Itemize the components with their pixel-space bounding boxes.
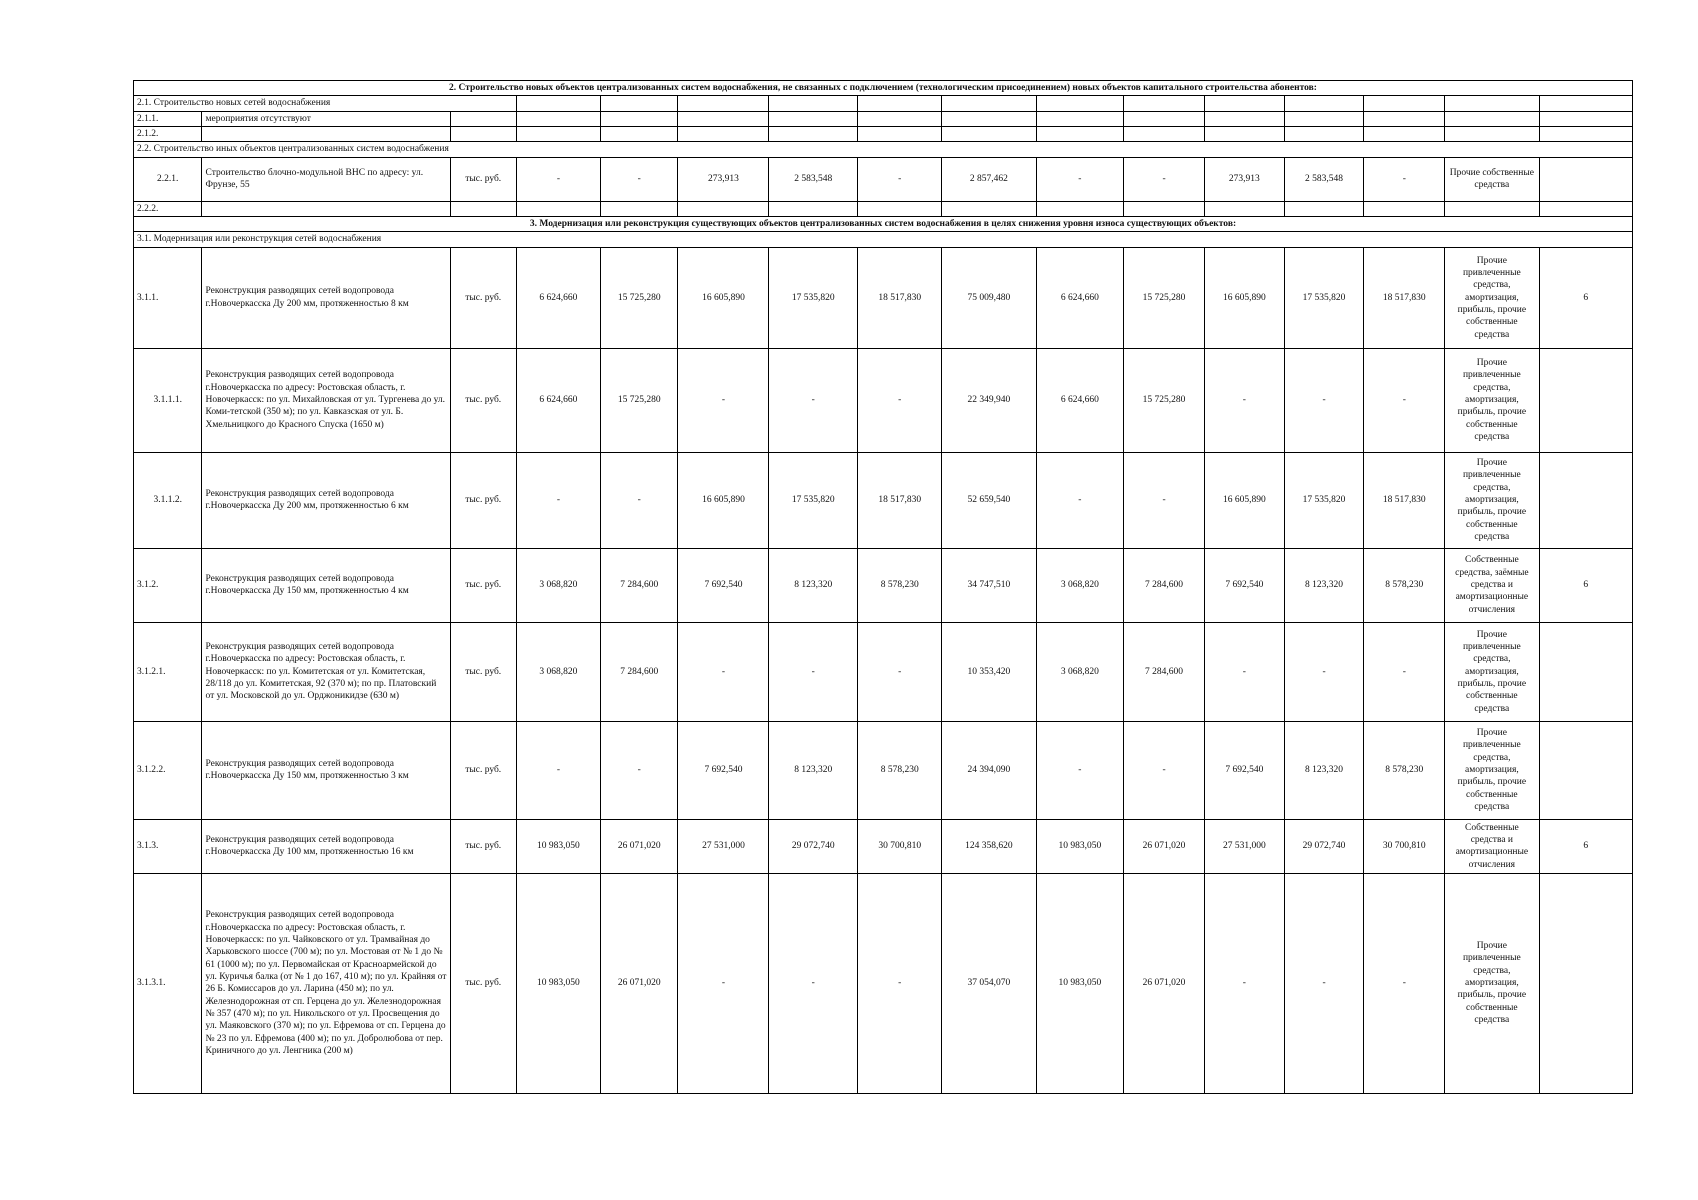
value-cell: 18 517,830 — [858, 247, 942, 348]
funding-source: Прочие привлеченные средства, амортизация, прибыль, прочие собственные средства — [1445, 348, 1539, 452]
value-cell: - — [858, 622, 942, 721]
value-cell: 16 605,890 — [1204, 452, 1284, 548]
value-cell: - — [1036, 157, 1124, 201]
value-cell: 18 517,830 — [858, 452, 942, 548]
value-cell: - — [1036, 721, 1124, 819]
table-row — [134, 873, 1633, 1093]
table-row — [134, 157, 1633, 201]
total-cell: 37 054,070 — [942, 873, 1036, 1093]
value-cell: 26 071,020 — [601, 819, 678, 873]
value-cell: 7 692,540 — [1204, 721, 1284, 819]
subsection-2-1-row — [134, 96, 1633, 111]
value-cell: - — [1284, 873, 1364, 1093]
row-description: Реконструкция разводящих сетей водопровода г.Новочеркасска Ду 100 мм, протяженностью 16 км — [202, 819, 450, 873]
row-code: 3.1.1. — [134, 247, 202, 348]
value-cell: - — [516, 721, 600, 819]
value-cell: 26 071,020 — [1124, 819, 1205, 873]
value-cell: 17 535,820 — [1284, 247, 1364, 348]
row-unit: тыс. руб. — [450, 348, 516, 452]
row-code: 2.1.1. — [134, 111, 202, 126]
value-cell: - — [769, 873, 858, 1093]
section-3-header-row — [134, 217, 1633, 232]
row-description: Реконструкция разводящих сетей водопровода г.Новочеркасска Ду 150 мм, протяженностью 3 км — [202, 721, 450, 819]
last-cell: 6 — [1539, 819, 1633, 873]
row-unit: тыс. руб. — [450, 548, 516, 622]
table-row — [134, 721, 1633, 819]
value-cell: 8 123,320 — [769, 721, 858, 819]
section-2-title: 2. Строительство новых объектов централизованных систем водоснабжения, не связанных с подключением (технологическим присоединением) новых объектов капитального строительства абонентов: — [134, 81, 1633, 96]
row-description: Строительство блочно-модульной ВНС по адресу: ул. Фрунзе, 55 — [202, 157, 450, 201]
table-row — [134, 201, 1633, 216]
value-cell: - — [769, 348, 858, 452]
subsection-2-1-title: 2.1. Строительство новых сетей водоснабжения — [134, 96, 517, 111]
value-cell: - — [1364, 622, 1445, 721]
value-cell: 3 068,820 — [1036, 548, 1124, 622]
value-cell: 7 692,540 — [1204, 548, 1284, 622]
row-code: 3.1.2.1. — [134, 622, 202, 721]
funding-source: Прочие привлеченные средства, амортизация, прибыль, прочие собственные средства — [1445, 873, 1539, 1093]
value-cell: 273,913 — [1204, 157, 1284, 201]
value-cell: 29 072,740 — [769, 819, 858, 873]
row-unit: тыс. руб. — [450, 721, 516, 819]
row-code: 3.1.1.1. — [134, 348, 202, 452]
value-cell: 16 605,890 — [678, 247, 769, 348]
funding-source: Собственные средства, заёмные средства и амортизационные отчисления — [1445, 548, 1539, 622]
value-cell: - — [1364, 873, 1445, 1093]
table-row — [134, 348, 1633, 452]
row-code: 2.2.2. — [134, 201, 202, 216]
value-cell: 8 578,230 — [858, 548, 942, 622]
value-cell: 7 284,600 — [1124, 548, 1205, 622]
value-cell: 15 725,280 — [1124, 247, 1205, 348]
value-cell: 6 624,660 — [1036, 247, 1124, 348]
total-cell: 22 349,940 — [942, 348, 1036, 452]
row-description: Реконструкция разводящих сетей водопровода г.Новочеркасска Ду 200 мм, протяженностью 6 км — [202, 452, 450, 548]
table-row — [134, 548, 1633, 622]
table-row — [134, 819, 1633, 873]
value-cell: 8 578,230 — [1364, 721, 1445, 819]
last-cell: 6 — [1539, 247, 1633, 348]
value-cell: 2 583,548 — [769, 157, 858, 201]
value-cell: 17 535,820 — [1284, 452, 1364, 548]
section-2-header-row — [134, 81, 1633, 96]
last-cell — [1539, 452, 1633, 548]
value-cell: 16 605,890 — [1204, 247, 1284, 348]
last-cell: 6 — [1539, 548, 1633, 622]
last-cell — [1539, 622, 1633, 721]
value-cell: 10 983,050 — [1036, 873, 1124, 1093]
funding-source: Прочие привлеченные средства, амортизация, прибыль, прочие собственные средства — [1445, 247, 1539, 348]
row-description: Реконструкция разводящих сетей водопровода г.Новочеркасска по адресу: Ростовская область, г. Новочеркасск: по ул. Михайловская от ул. Тургенева до ул. Коми-тетской (350 м); по ул. Кавказская от ул. Б. Хмельницкого до Красного Спуска (1650 м) — [202, 348, 450, 452]
value-cell: 7 284,600 — [1124, 622, 1205, 721]
row-code: 2.1.2. — [134, 127, 202, 142]
value-cell: - — [1036, 452, 1124, 548]
value-cell: - — [1204, 873, 1284, 1093]
value-cell: 26 071,020 — [601, 873, 678, 1093]
table-row — [134, 452, 1633, 548]
table-row — [134, 622, 1633, 721]
total-cell: 24 394,090 — [942, 721, 1036, 819]
subsection-3-1-title: 3.1. Модернизация или реконструкция сетей водоснабжения — [134, 232, 1633, 247]
funding-source: Собственные средства и амортизационные отчисления — [1445, 819, 1539, 873]
last-cell — [1539, 873, 1633, 1093]
table-row — [134, 247, 1633, 348]
value-cell: 18 517,830 — [1364, 452, 1445, 548]
table-row — [134, 111, 1633, 126]
value-cell: - — [1124, 721, 1205, 819]
value-cell: 17 535,820 — [769, 452, 858, 548]
value-cell: - — [678, 348, 769, 452]
value-cell: 27 531,000 — [678, 819, 769, 873]
value-cell: 6 624,660 — [1036, 348, 1124, 452]
value-cell: - — [678, 873, 769, 1093]
value-cell: - — [678, 622, 769, 721]
value-cell: - — [1124, 452, 1205, 548]
funding-source: Прочие привлеченные средства, амортизация, прибыль, прочие собственные средства — [1445, 622, 1539, 721]
last-cell — [1539, 348, 1633, 452]
row-unit: тыс. руб. — [450, 819, 516, 873]
total-cell: 75 009,480 — [942, 247, 1036, 348]
value-cell: 27 531,000 — [1204, 819, 1284, 873]
value-cell: 10 983,050 — [516, 819, 600, 873]
funding-source: Прочие собственные средства — [1445, 157, 1539, 201]
row-unit: тыс. руб. — [450, 452, 516, 548]
value-cell: - — [1284, 348, 1364, 452]
value-cell: - — [858, 157, 942, 201]
value-cell: 7 692,540 — [678, 721, 769, 819]
investment-program-sheet — [133, 80, 1633, 1094]
value-cell: - — [858, 873, 942, 1093]
value-cell: 273,913 — [678, 157, 769, 201]
value-cell: - — [1204, 622, 1284, 721]
subsection-2-2-row — [134, 142, 1633, 157]
measures-table — [133, 80, 1633, 1094]
value-cell: 8 123,320 — [769, 548, 858, 622]
value-cell: - — [1124, 157, 1205, 201]
value-cell: 29 072,740 — [1284, 819, 1364, 873]
value-cell: 18 517,830 — [1364, 247, 1445, 348]
row-description: мероприятия отсутствуют — [202, 111, 450, 126]
value-cell: - — [1364, 348, 1445, 452]
total-cell: 124 358,620 — [942, 819, 1036, 873]
last-cell — [1539, 721, 1633, 819]
value-cell: - — [601, 157, 678, 201]
table-row — [134, 127, 1633, 142]
section-3-title: 3. Модернизация или реконструкция существующих объектов централизованных систем водоснабжения в целях снижения уровня износа существующих объектов: — [134, 217, 1633, 232]
subsection-2-2-title: 2.2. Строительство иных объектов централизованных систем водоснабжения — [134, 142, 1633, 157]
value-cell: - — [1364, 157, 1445, 201]
value-cell: - — [601, 721, 678, 819]
value-cell: 3 068,820 — [516, 622, 600, 721]
row-code: 2.2.1. — [134, 157, 202, 201]
value-cell: 6 624,660 — [516, 348, 600, 452]
row-code: 3.1.2. — [134, 548, 202, 622]
value-cell: 8 578,230 — [1364, 548, 1445, 622]
value-cell: 16 605,890 — [678, 452, 769, 548]
value-cell: 3 068,820 — [1036, 622, 1124, 721]
value-cell: - — [858, 348, 942, 452]
value-cell: 8 123,320 — [1284, 548, 1364, 622]
value-cell: 15 725,280 — [1124, 348, 1205, 452]
row-unit: тыс. руб. — [450, 247, 516, 348]
total-cell: 52 659,540 — [942, 452, 1036, 548]
value-cell: - — [516, 452, 600, 548]
row-unit: тыс. руб. — [450, 622, 516, 721]
value-cell: - — [516, 157, 600, 201]
row-unit: тыс. руб. — [450, 873, 516, 1093]
subsection-3-1-row — [134, 232, 1633, 247]
value-cell: 15 725,280 — [601, 247, 678, 348]
value-cell: 15 725,280 — [601, 348, 678, 452]
value-cell: 10 983,050 — [1036, 819, 1124, 873]
funding-source: Прочие привлеченные средства, амортизация, прибыль, прочие собственные средства — [1445, 721, 1539, 819]
row-description: Реконструкция разводящих сетей водопровода г.Новочеркасска Ду 200 мм, протяженностью 8 км — [202, 247, 450, 348]
value-cell: 30 700,810 — [858, 819, 942, 873]
value-cell: 7 284,600 — [601, 548, 678, 622]
row-description: Реконструкция разводящих сетей водопровода г.Новочеркасска по адресу: Ростовская область, г. Новочеркасск: по ул. Комитетская от ул. Комитетская, 28/118 до ул. Комитетская, 92 (370 м); по пр. Платовский от ул. Московской до ул. Орджоникидзе (630 м) — [202, 622, 450, 721]
value-cell: 2 583,548 — [1284, 157, 1364, 201]
row-description: Реконструкция разводящих сетей водопровода г.Новочеркасска Ду 150 мм, протяженностью 4 км — [202, 548, 450, 622]
row-code: 3.1.2.2. — [134, 721, 202, 819]
value-cell: 17 535,820 — [769, 247, 858, 348]
total-cell: 34 747,510 — [942, 548, 1036, 622]
value-cell: 26 071,020 — [1124, 873, 1205, 1093]
row-unit: тыс. руб. — [450, 157, 516, 201]
row-description: Реконструкция разводящих сетей водопровода г.Новочеркасска по адресу: Ростовская область, г. Новочеркасск: по ул. Чайковского от ул. Трамвайная до Харьковского шоссе (700 м); по ул. Мостовая от № 1 до № 61 (1000 м); по ул. Первомайская от Красноармейской до ул. Куричья балка (от № 1 до 167, 410 м); по ул. Крайняя от 26 Б. Комиссаров до ул. Ларина (450 м); по ул. Железнодорожная от сп. Герцена до ул. Железнодорожная № 357 (470 м); по ул. Никольского от ул. Просвещения до ул. Маяковского (370 м); по ул. Ефремова от сп. Герцена до № 23 по ул. Ефремова (400 м); по ул. Добролюбова от пер. Криничного до ул. Ленгника (200 м) — [202, 873, 450, 1093]
value-cell: - — [1204, 348, 1284, 452]
value-cell: - — [601, 452, 678, 548]
row-code: 3.1.1.2. — [134, 452, 202, 548]
last-cell — [1539, 157, 1633, 201]
value-cell: 8 578,230 — [858, 721, 942, 819]
value-cell: 6 624,660 — [516, 247, 600, 348]
total-cell: 10 353,420 — [942, 622, 1036, 721]
value-cell: 8 123,320 — [1284, 721, 1364, 819]
value-cell: - — [1284, 622, 1364, 721]
row-code: 3.1.3. — [134, 819, 202, 873]
value-cell: 7 284,600 — [601, 622, 678, 721]
funding-source: Прочие привлеченные средства, амортизация, прибыль, прочие собственные средства — [1445, 452, 1539, 548]
row-code: 3.1.3.1. — [134, 873, 202, 1093]
value-cell: - — [769, 622, 858, 721]
value-cell: 3 068,820 — [516, 548, 600, 622]
value-cell: 30 700,810 — [1364, 819, 1445, 873]
value-cell: 7 692,540 — [678, 548, 769, 622]
total-cell: 2 857,462 — [942, 157, 1036, 201]
value-cell: 10 983,050 — [516, 873, 600, 1093]
